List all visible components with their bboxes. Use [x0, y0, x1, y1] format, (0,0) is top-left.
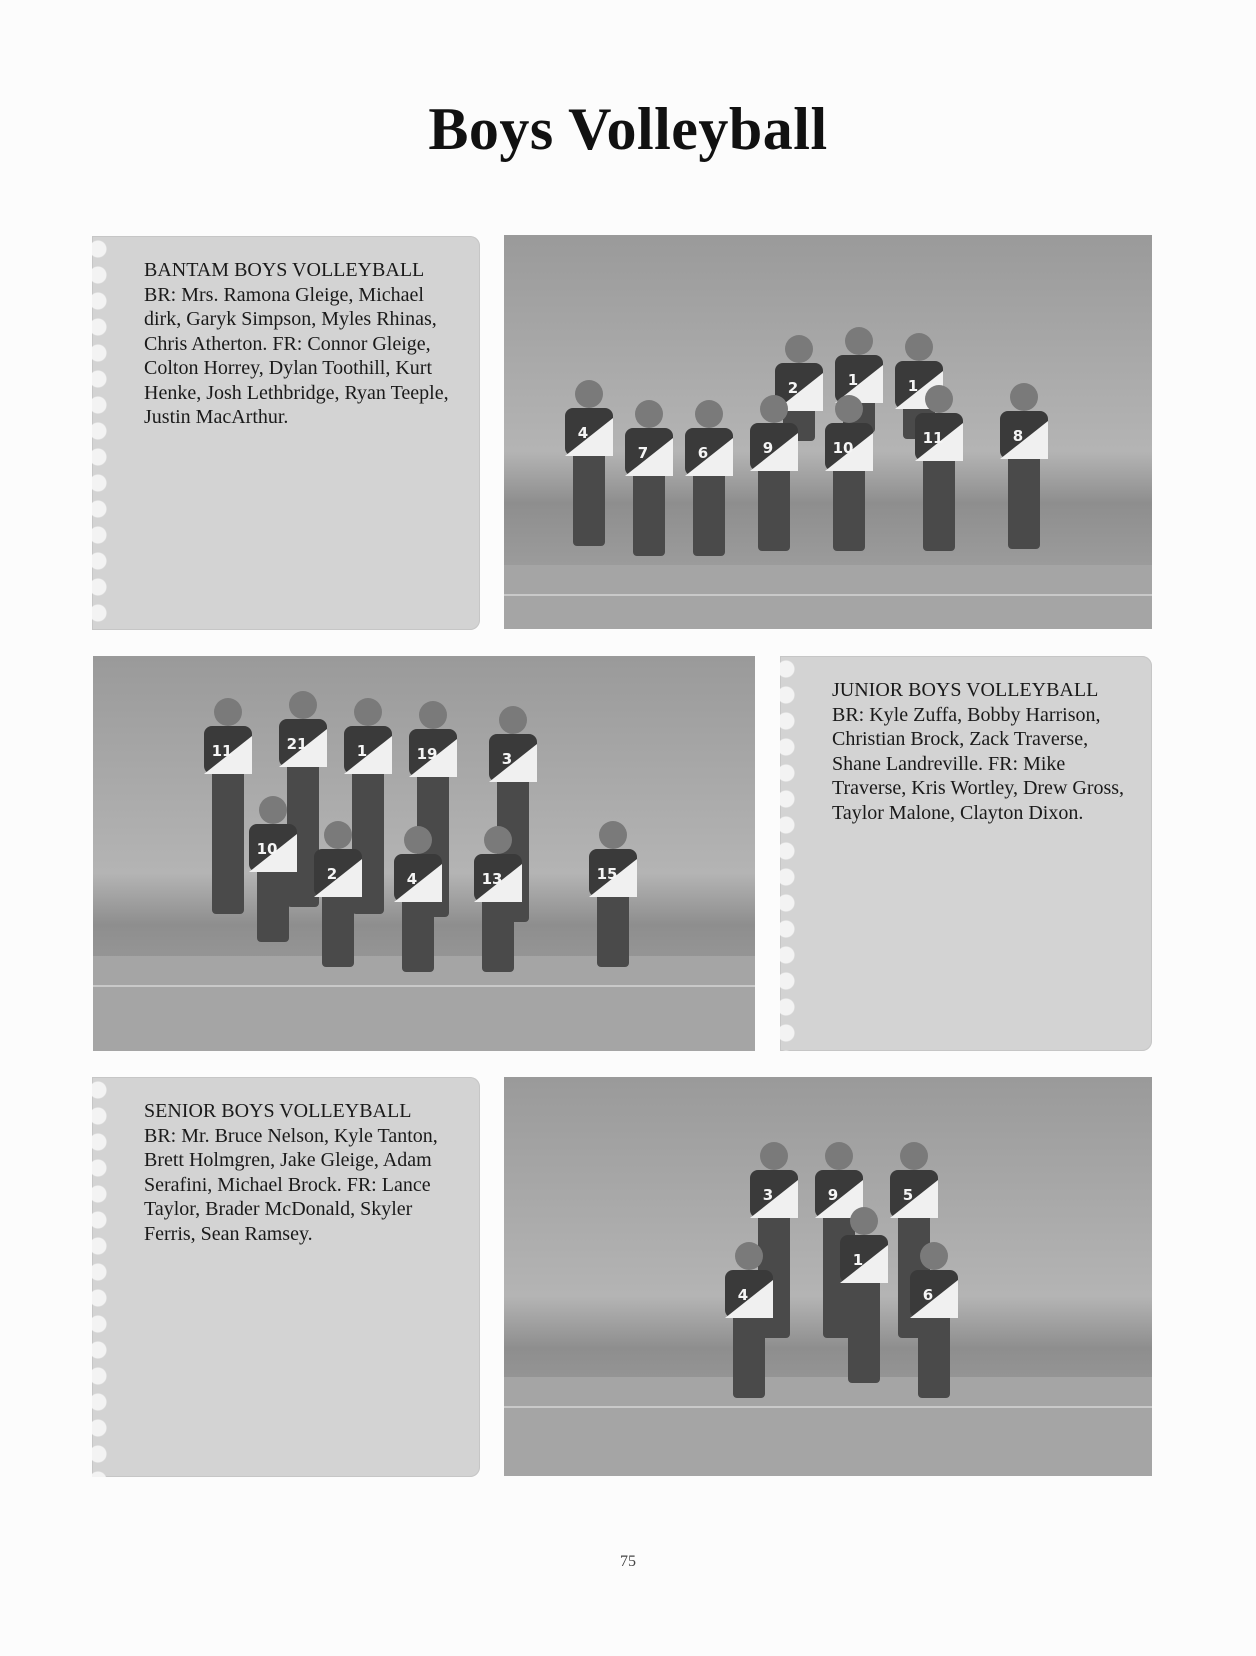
player-figure — [589, 821, 637, 967]
jersey-number: 10 — [832, 439, 854, 457]
jersey-number: 19 — [416, 745, 438, 763]
junior-caption-card — [780, 656, 1152, 1051]
jersey-number: 11 — [211, 742, 233, 760]
jersey-number: 1 — [356, 742, 368, 760]
jersey-number: 10 — [256, 840, 278, 858]
jersey-number: 15 — [596, 865, 618, 883]
junior-names: BR: Kyle Zuffa, Bobby Harrison, Christian Brock, Zack Traverse, Shane Landreville. FR: Mike Traverse, Kris Wortley, Drew Gross, Taylor Malone, Clayton Dixon. — [832, 703, 1125, 824]
jersey-number: 1 — [847, 371, 859, 389]
player-figure — [204, 698, 252, 914]
senior-heading: SENIOR BOYS VOLLEYBALL — [144, 1100, 412, 1122]
spiral-binding-holes — [92, 1077, 116, 1477]
jersey-number: 9 — [762, 439, 774, 457]
spiral-binding-holes — [780, 656, 804, 1051]
jersey-number: 1 — [907, 377, 919, 395]
bantam-heading: BANTAM BOYS VOLLEYBALL — [144, 259, 425, 281]
jersey-number: 2 — [787, 379, 799, 397]
player-figure — [1000, 383, 1048, 549]
jersey-number: 9 — [827, 1186, 839, 1204]
jersey-number: 21 — [286, 735, 308, 753]
junior-heading: JUNIOR BOYS VOLLEYBALL — [832, 679, 1099, 701]
page-number: 75 — [620, 1553, 636, 1570]
jersey-number: 13 — [481, 870, 503, 888]
junior-team-photo — [93, 656, 755, 1051]
jersey-number: 4 — [406, 870, 418, 888]
player-figure — [625, 400, 673, 556]
senior-names: BR: Mr. Bruce Nelson, Kyle Tanton, Brett Holmgren, Jake Gleige, Adam Serafini, Michael Brock. FR: Lance Taylor, Brader McDonald, Skyler Ferris, Sean Ramsey. — [144, 1124, 438, 1245]
jersey-number: 1 — [852, 1251, 864, 1269]
player-figure — [685, 400, 733, 556]
page-title: Boys Volleyball — [428, 96, 828, 162]
jersey-number: 6 — [922, 1286, 934, 1304]
jersey-number: 2 — [326, 865, 338, 883]
jersey-number: 4 — [577, 424, 589, 442]
jersey-number: 3 — [501, 750, 513, 768]
jersey-number: 6 — [697, 444, 709, 462]
jersey-number: 3 — [762, 1186, 774, 1204]
jersey-number: 8 — [1012, 427, 1024, 445]
jersey-number: 4 — [737, 1286, 749, 1304]
spiral-binding-holes — [92, 236, 116, 630]
jersey-number: 7 — [637, 444, 649, 462]
jersey-number: 11 — [922, 429, 944, 447]
jersey-number: 5 — [902, 1186, 914, 1204]
bantam-caption-card — [92, 236, 480, 630]
bantam-names: BR: Mrs. Ramona Gleige, Michael dirk, Garyk Simpson, Myles Rhinas, Chris Atherton. FR: Connor Gleige, Colton Horrey, Dylan Toothill, Kurt Henke, Josh Lethbridge, Ryan Teeple, Justin MacArthur. — [144, 283, 449, 428]
senior-caption-card — [92, 1077, 480, 1477]
bantam-team-photo — [504, 235, 1152, 629]
player-figure — [565, 380, 613, 546]
senior-team-photo — [504, 1077, 1152, 1476]
